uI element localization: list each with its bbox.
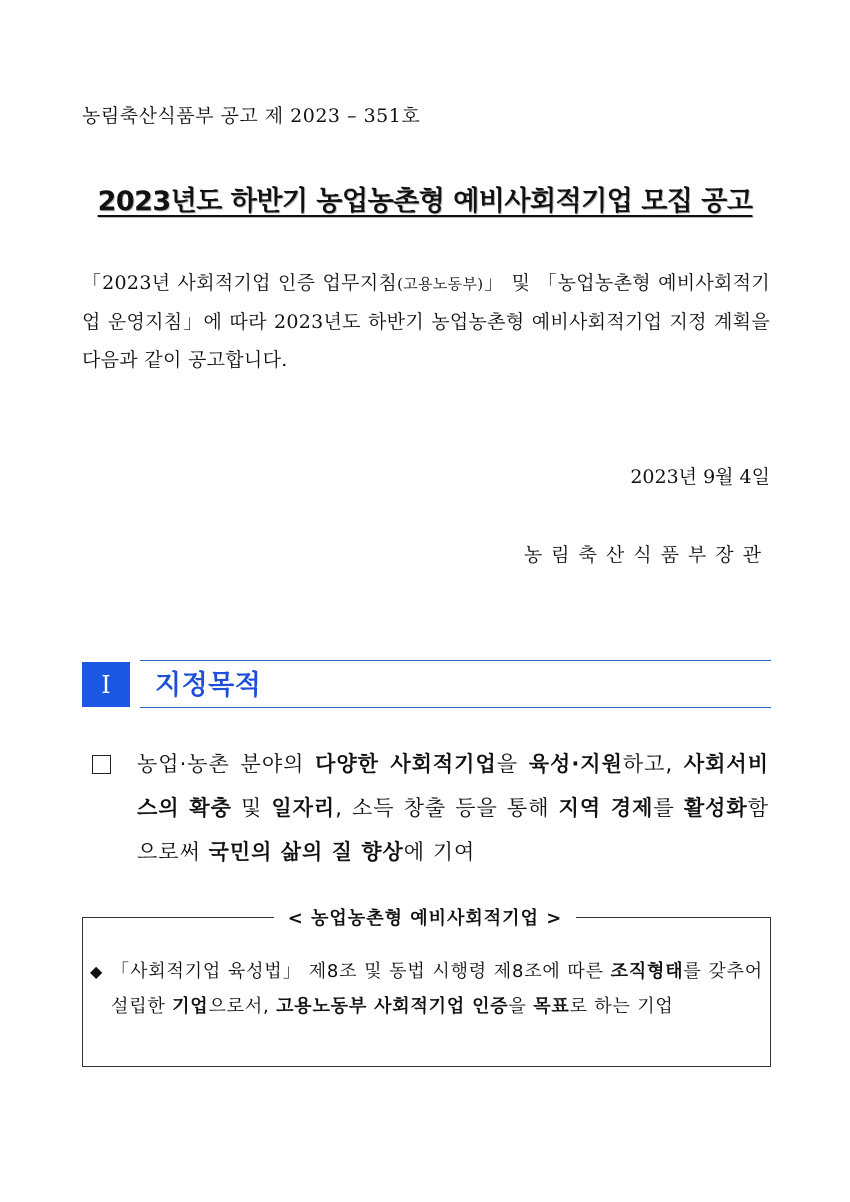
definition-heading-label: < 농업농촌형 예비사회적기업 > (274, 908, 577, 929)
purpose-text: 을 (496, 752, 529, 776)
definition-emphasis: 기업 (172, 996, 209, 1017)
intro-text-1: 「2023년 사회적기업 인증 업무지침 (82, 272, 398, 294)
purpose-text: 하고, (622, 752, 684, 776)
purpose-text: , 소득 창출 등을 통해 (335, 796, 559, 820)
definition-heading (0, 904, 850, 930)
intro-text-2: 」 및 「농업농촌형 예비사회적기업 운영지침」에 따라 2023년도 하반기 농업농촌형 예비사회적기업 지정 계획을 다음과 같이 공고합니다. (82, 272, 770, 371)
definition-part: 를 갖추어 설립한 (111, 961, 763, 1017)
definition-part: 을 (508, 996, 534, 1017)
checkbox-bullet-icon (92, 755, 111, 774)
purpose-emphasis: 지역 경제 (558, 796, 654, 820)
section-number: Ⅰ (101, 670, 111, 699)
definition-text (111, 954, 763, 1024)
purpose-text: 함으로써 (137, 796, 769, 864)
notice-date: 2023년 9월 4일 (630, 466, 770, 488)
purpose-emphasis: 육성·지원 (528, 752, 623, 776)
definition-emphasis: 고용노동부 사회적기업 인증 (276, 996, 509, 1017)
purpose-emphasis: 일자리 (271, 796, 336, 820)
section-number-badge (82, 662, 130, 707)
section-bottom-rule (140, 707, 771, 708)
diamond-bullet-icon: ◆ (90, 962, 103, 981)
purpose-emphasis: 활성화 (683, 796, 748, 820)
section-title: 지정목적 (155, 670, 262, 701)
issuer-title: 농림축산식품부장관 (523, 544, 770, 566)
definition-emphasis: 목표 (533, 996, 570, 1017)
definition-emphasis: 조직형태 (610, 961, 684, 982)
intro-paragraph (82, 264, 770, 379)
definition-part: 「사회적기업 육성법」 제8조 및 동법 시행령 제8조에 따른 (111, 961, 611, 982)
definition-part: 로 하는 기업 (569, 996, 674, 1017)
section-top-rule (140, 660, 771, 661)
purpose-emphasis: 국민의 삶의 질 향상 (208, 840, 404, 864)
notice-number: 농림축산식품부 공고 제 2023 – 351호 (82, 105, 421, 127)
purpose-emphasis: 사회서비스의 확충 (137, 752, 769, 820)
purpose-text: 에 기여 (403, 840, 476, 864)
purpose-paragraph (137, 742, 769, 874)
purpose-text: 를 (653, 796, 684, 820)
purpose-text: 및 (231, 796, 272, 820)
definition-part: 으로서, (208, 996, 277, 1017)
purpose-emphasis: 다양한 사회적기업 (315, 752, 497, 776)
intro-ministry-note: (고용노동부) (397, 275, 484, 293)
document-title: 2023년도 하반기 농업농촌형 예비사회적기업 모집 공고 (97, 186, 753, 217)
purpose-text: 농업·농촌 분야의 (137, 752, 316, 776)
